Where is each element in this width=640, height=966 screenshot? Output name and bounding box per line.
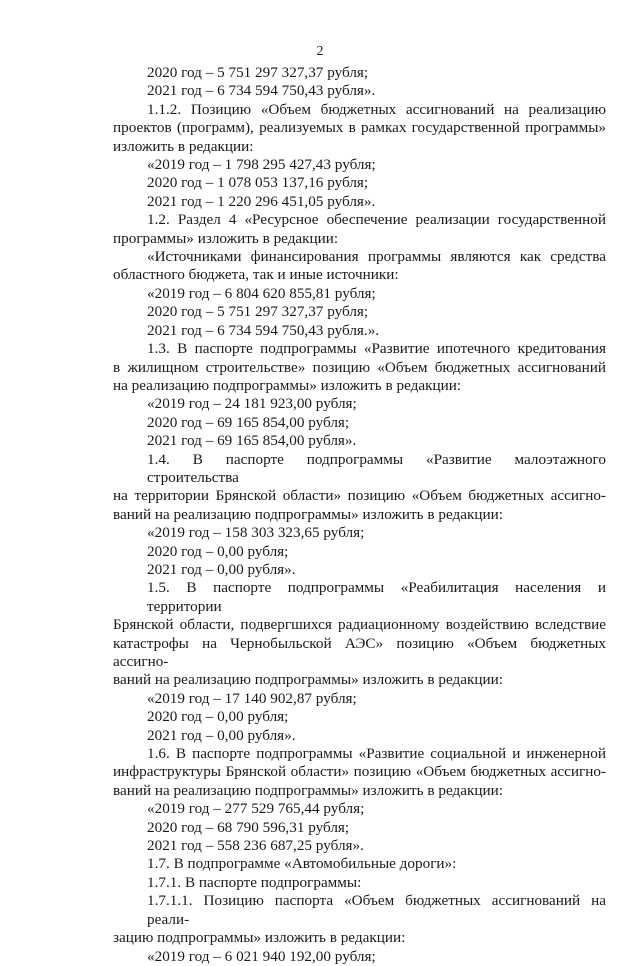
text-line: областного бюджета, так и иные источники: bbox=[113, 266, 399, 284]
text-line: инфраструктуры Брянской области» позицию «Объем бюджетных ассигно- bbox=[113, 763, 606, 781]
text-line: «Источниками финансирования программы являются как средства bbox=[147, 248, 606, 266]
text-line: 2021 год – 0,00 рубля». bbox=[147, 726, 296, 744]
text-line: 2021 год – 69 165 854,00 рубля». bbox=[147, 432, 357, 450]
text-line: «2019 год – 24 181 923,00 рубля; bbox=[147, 395, 357, 413]
text-line: ваний на реализацию подпрограммы» изложить в редакции: bbox=[113, 505, 503, 523]
text-line: 1.6. В паспорте подпрограммы «Развитие социальной и инженерной bbox=[147, 745, 606, 763]
text-line: 2021 год – 0,00 рубля». bbox=[147, 560, 296, 578]
text-line: 1.2. Раздел 4 «Ресурсное обеспечение реализации государственной bbox=[147, 211, 606, 229]
text-line: 2020 год – 0,00 рубля; bbox=[147, 708, 289, 726]
text-line: 1.5. В паспорте подпрограммы «Реабилитация населения и территории bbox=[147, 579, 606, 615]
text-line: «2019 год – 277 529 765,44 рубля; bbox=[147, 800, 365, 818]
document-body bbox=[113, 64, 606, 966]
text-line: «2019 год – 158 303 323,65 рубля; bbox=[147, 524, 365, 542]
text-line: 1.7.1.1. Позицию паспорта «Объем бюджетных ассигнований на реали- bbox=[147, 892, 606, 928]
text-line: проектов (программ), реализуемых в рамках государственной программы» bbox=[113, 119, 606, 137]
text-line: 1.7.1. В паспорте подпрограммы: bbox=[147, 873, 362, 891]
text-line: 2020 год – 5 751 297 327,37 рубля; bbox=[147, 303, 369, 321]
text-line: 1.4. В паспорте подпрограммы «Развитие малоэтажного строительства bbox=[147, 450, 606, 486]
text-line: «2019 год – 6 804 620 855,81 рубля; bbox=[147, 284, 376, 302]
text-line: в жилищном строительстве» позицию «Объем бюджетных ассигнований bbox=[113, 358, 606, 376]
text-line: 1.7. В подпрограмме «Автомобильные дороги»: bbox=[147, 855, 457, 873]
text-line: 2020 год – 68 790 596,31 рубля; bbox=[147, 818, 350, 836]
text-line: 2020 год – 69 165 854,00 рубля; bbox=[147, 413, 350, 431]
text-line: 2020 год – 1 078 053 137,16 рубля; bbox=[147, 174, 369, 192]
text-line: «2019 год – 1 798 295 427,43 рубля; bbox=[147, 156, 376, 174]
text-line: на реализацию подпрограммы» изложить в редакции: bbox=[113, 376, 462, 394]
text-line: 2021 год – 6 734 594 750,43 рубля». bbox=[147, 82, 376, 100]
text-line: 1.1.2. Позицию «Объем бюджетных ассигнований на реализацию bbox=[147, 100, 606, 118]
text-line: 2020 год – 0,00 рубля; bbox=[147, 542, 289, 560]
text-line: катастрофы на Чернобыльской АЭС» позицию «Объем бюджетных ассигно- bbox=[113, 634, 606, 670]
text-line: 2021 год – 1 220 296 451,05 рубля». bbox=[147, 192, 376, 210]
text-line: «2019 год – 17 140 902,87 рубля; bbox=[147, 689, 357, 707]
text-line: изложить в редакции: bbox=[113, 137, 254, 155]
text-line: зацию подпрограммы» изложить в редакции: bbox=[113, 929, 406, 947]
text-line: 1.3. В паспорте подпрограммы «Развитие ипотечного кредитования bbox=[147, 340, 606, 358]
text-line: 2020 год – 5 751 297 327,37 рубля; bbox=[147, 64, 369, 81]
text-line: ваний на реализацию подпрограммы» изложить в редакции: bbox=[113, 671, 503, 689]
text-line: 2021 год – 6 734 594 750,43 рубля.». bbox=[147, 321, 380, 339]
text-line: программы» изложить в редакции: bbox=[113, 229, 339, 247]
page-number: 2 bbox=[316, 44, 324, 59]
text-line: 2021 год – 558 236 687,25 рубля». bbox=[147, 837, 364, 855]
text-line: Брянской области, подвергшихся радиационному воздействию вследствие bbox=[113, 616, 606, 634]
text-line: «2019 год – 6 021 940 192,00 рубля; bbox=[147, 947, 376, 965]
text-line: на территории Брянской области» позицию «Объем бюджетных ассигно- bbox=[113, 487, 606, 505]
text-line: ваний на реализацию подпрограммы» изложить в редакции: bbox=[113, 781, 503, 799]
